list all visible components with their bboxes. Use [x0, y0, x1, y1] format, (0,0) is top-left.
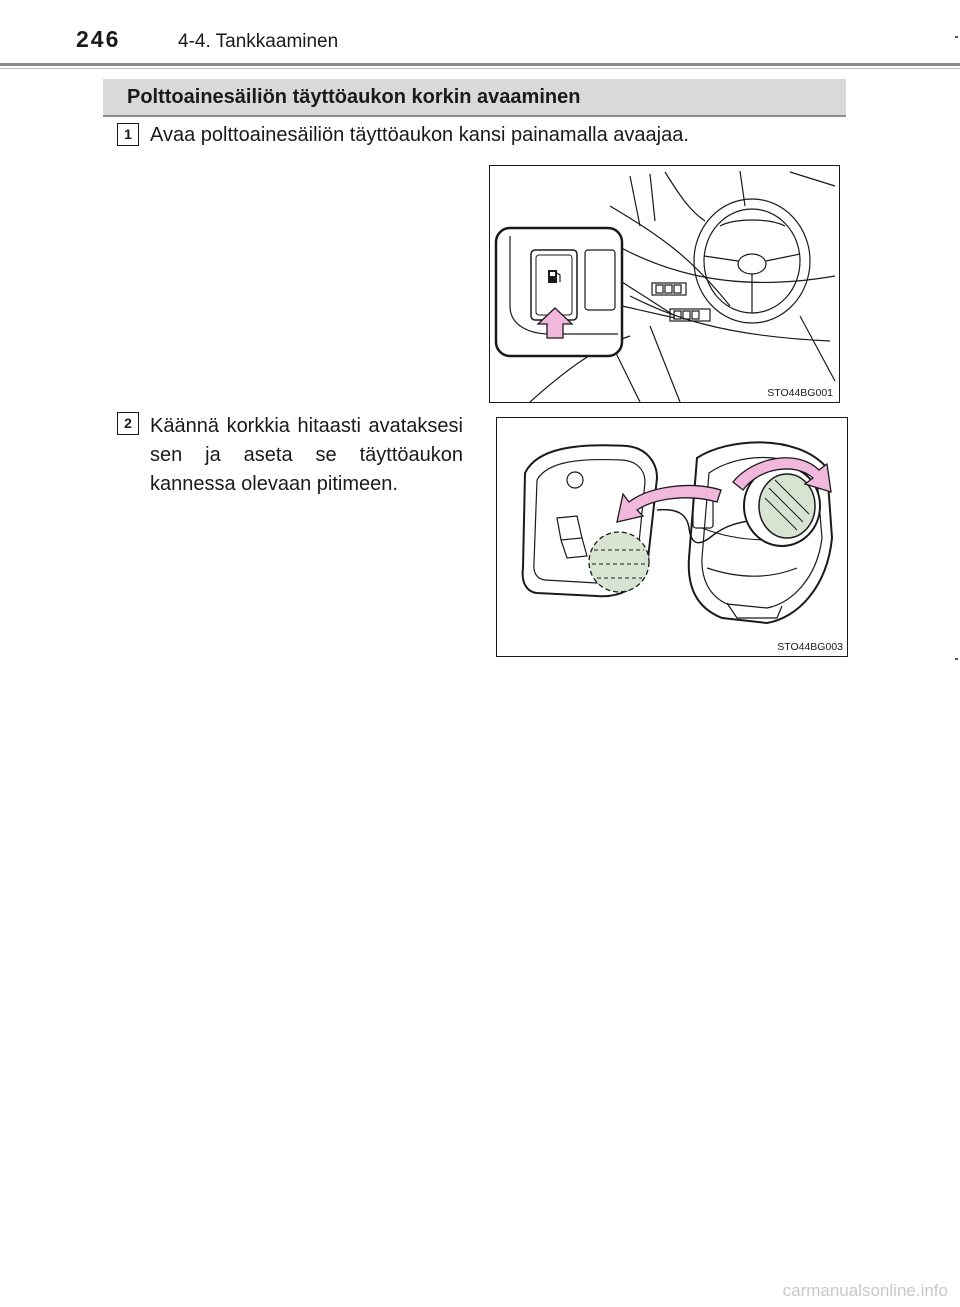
- figure-code: STO44BG001: [767, 387, 833, 399]
- step-1-number: 1: [117, 123, 139, 146]
- margin-tick: [955, 658, 958, 660]
- dashboard-illustration: [490, 166, 839, 402]
- fuel-cap-illustration: [497, 418, 847, 656]
- header-divider: [0, 63, 960, 66]
- step-2-number: 2: [117, 412, 139, 435]
- watermark: carmanualsonline.info: [782, 1281, 948, 1300]
- fuel-cap-in-holder: [589, 532, 649, 592]
- section-title: Polttoainesäiliön täyttöaukon korkin avaaminen: [127, 86, 581, 108]
- figure-fuel-door-opener: [489, 165, 840, 403]
- figure-code: STO44BG003: [777, 641, 843, 653]
- header-divider-thin: [0, 68, 960, 69]
- section-heading-box: [103, 79, 846, 117]
- margin-tick: [955, 36, 958, 38]
- step-2-text: Käännä korkkia hitaasti avataksesi sen ja aseta se täyttöaukon kannessa olevaan pitimeen.: [150, 415, 463, 495]
- step-1-text: Avaa polttoainesäiliön täyttöaukon kansi painamalla avaajaa.: [150, 124, 689, 146]
- page-number: 246: [76, 26, 121, 52]
- opener-zoom-inset: [496, 228, 622, 356]
- figure-fuel-cap-removal: [496, 417, 848, 657]
- chapter-title: 4-4. Tankkaaminen: [178, 31, 339, 52]
